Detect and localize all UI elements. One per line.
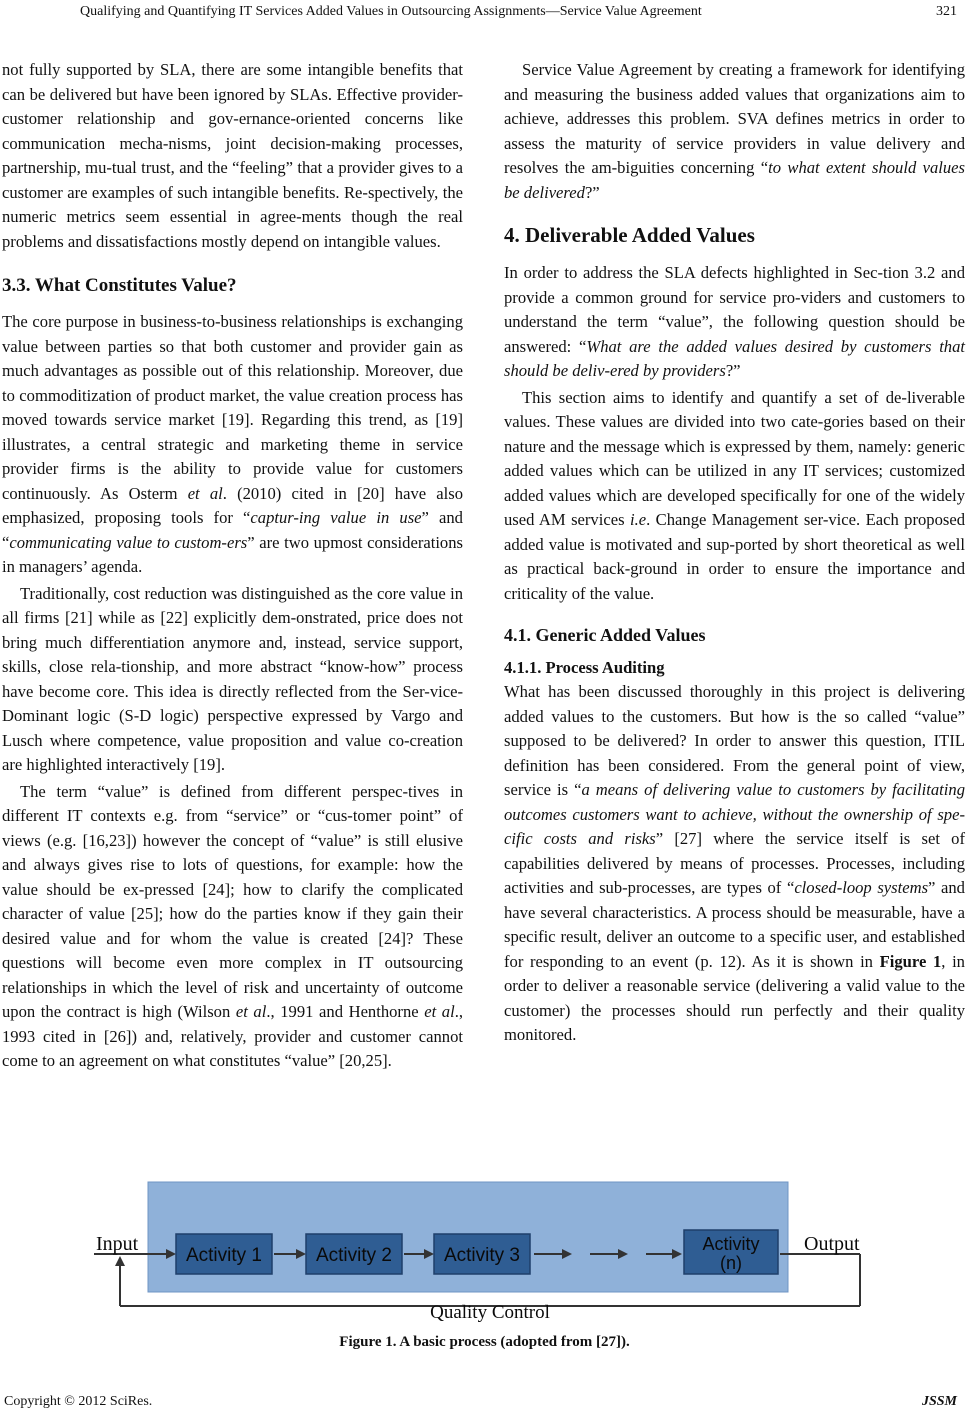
paragraph: Traditionally, cost reduction was distinguished as the core value in all firms [21] while as [22] explicitly dem-onstrated, price does not bring much differentiation anymore and, instead, service support, skills, close rela-tionship, and more abstract “know-how” process have become core. This idea is directly reflected from the Ser-vice-Dominant logic (S-D logic) perspective expressed by Vargo and Lusch where competence, value proposition and value co-creation are highlighted interactively [19].	[2, 583, 463, 774]
journal-name: JSSM	[921, 1394, 957, 1409]
copyright: Copyright © 2012 SciRes.	[4, 1394, 153, 1409]
text-run: ” [27] where the service itself is set of capabilities delivered by means of processes. Processes, including activities and sub-processes, are types of “	[504, 829, 966, 897]
italic-run: et al	[424, 1002, 455, 1021]
text-run: What has been discussed thoroughly in this project is delivering added values to the customers. But how is the so called “value” supposed to be delivered? In order to answer this question, ITIL definition has been considered. From the general point of view, service is “	[504, 682, 965, 799]
page-footer	[0, 1394, 969, 1414]
paragraph	[504, 680, 965, 1048]
input-label: Input	[96, 1233, 139, 1255]
paragraph: not fully supported by SLA, there are some intangible benefits that can be delivered but have been ignored by SLAs. Effective provider-customer relationship and gov-ernance-oriented concerns like communication mecha-nisms, joint decision-making processes, partnership, mu-tual trust, and the “feeling” that a provider gives to a customer are examples of such intangible benefits. Re-spectively, the numeric metrics seem essential in agree-ments though the real problems and dissatisfactions mostly depend on intangible values.	[2, 60, 463, 251]
activity-n-label-line2: (n)	[720, 1253, 742, 1273]
paragraph	[2, 780, 463, 1074]
section-heading-4: 4. Deliverable Added Values	[504, 223, 755, 247]
left-column	[2, 58, 463, 1074]
text-run: ?”	[725, 361, 741, 380]
text-run: ” and “	[2, 508, 463, 552]
text-run: In order to address the SLA defects highlighted in Sec-tion 3.2 and provide a common ground for service pro-viders and customers to understand the term “value”, the following question should be answered: “	[504, 263, 965, 356]
activity-n-label-line1: Activity	[702, 1234, 760, 1254]
section-heading-4-1-1: 4.1.1. Process Auditing	[504, 658, 665, 677]
activity-3-label: Activity 3	[443, 1245, 521, 1266]
section-heading-4-1: 4.1. Generic Added Values	[504, 625, 706, 645]
paragraph	[504, 58, 965, 205]
running-title: Qualifying and Quantifying IT Services Added Values in Outsourcing Assignments—Service Value Agreement	[80, 4, 702, 19]
text-run: ., 1991 and Henthorne	[266, 1002, 425, 1021]
process-figure	[90, 1178, 878, 1326]
text-run: The term “value” is defined from different perspec-tives in different IT contexts e.g. from “service” or “cus-tomer point” of views (e.g. [16,23]) however the concept of “value” is still elusive and always gives rise to lots of questions, for example: how the value should be ex-pressed [24]; how to clarify the complicated character of value [25]; how do the parties know if they gain their desired value and for whom the value is created [24]? These questions will become even more complex in IT outsourcing relationships in which the level of risk and uncertainty of outcome upon the contract is high (Wilson	[2, 781, 463, 1021]
italic-run: What are the added values desired by customers that should be deliv-ered by providers	[504, 336, 966, 380]
italic-run: communicating value to custom-ers	[9, 532, 248, 552]
activity-1-label: Activity 1	[185, 1245, 263, 1266]
text-run: ., 1993 cited in [26]) and, relatively, provider and customer cannot come to an agreement on what constitutes “value” [20,25].	[2, 1002, 464, 1070]
quality-control-label: Quality Control	[430, 1302, 550, 1323]
page-number: 321	[936, 4, 957, 19]
italic-run: i.e	[629, 510, 647, 529]
paragraph	[504, 386, 965, 607]
italic-run: a means of delivering value to customers by facilitating outcomes customers want to achieve, without the ownership of spe-cific costs and risks	[504, 780, 965, 848]
italic-run: to what extent should values be delivered	[504, 158, 965, 202]
running-header	[0, 0, 969, 24]
text-run: The core purpose in business-to-business relationships is exchanging value between parties so that both customer and provider gain as much advantages as possible out of this relationship. Moreover, due to commoditization of product market, the value creation process has moved towards service market [19]. Regarding this trend, as [19] illustrates, a central strategic and marketing theme in service provider firms is the ability to provide value for customers continuously. As Osterm	[2, 312, 463, 503]
italic-run: et al	[187, 483, 223, 503]
text-run: Service Value Agreement by creating a framework for identifying and measuring the business added values that organizations aim to achieve, addresses this problem. SVA defines metrics in order to assess the maturity of service providers in value delivery and resolves the am-biguities concerning “	[504, 60, 965, 177]
italic-run: closed-loop systems	[794, 878, 929, 897]
activity-2-label: Activity 2	[315, 1245, 393, 1266]
text-run: This section aims to identify and quantify a set of de-liverable values. These values are divided into two cate-gories based on their nature and the message which is expressed by them, namely: generic added values which can be utilized in any IT services; customized added values which are developed specifically for one of the widely used AM services	[504, 387, 965, 529]
italic-run: captur-ing value in use	[250, 508, 422, 527]
text-run: . (2010) cited in [20] have also emphasized, proposing tools for “	[2, 483, 464, 527]
process-diagram	[90, 1178, 878, 1326]
paragraph	[504, 261, 965, 384]
text-run: . Change Management ser-vice. Each proposed added value is motivated and sup-ported by short theoretical as well as practical back-ground in order to ensure the importance and criticality of the value.	[504, 510, 965, 603]
paragraph	[2, 310, 463, 580]
figure-reference: Figure 1	[879, 951, 942, 971]
output-label: Output	[804, 1233, 860, 1255]
text-run: ?”	[584, 182, 600, 202]
text-run: ” and have several characteristics. A process should be measurable, have a specific result, deliver an outcome to a specific user, and established for responding to an event (p. 12). As it is shown in	[504, 878, 965, 971]
section-heading-3-3: 3.3. What Constitutes Value?	[2, 275, 237, 296]
text-run: , in order to deliver a reasonable service (delivering a valid value to the customer) the processes should run perfectly and their quality monitored.	[504, 951, 965, 1044]
text-run: ” are two upmost considerations in managers’ agenda.	[2, 532, 463, 576]
figure-caption: Figure 1. A basic process (adopted from [27]).	[339, 1334, 630, 1350]
right-column	[504, 58, 965, 1048]
italic-run: et al	[235, 1002, 267, 1021]
